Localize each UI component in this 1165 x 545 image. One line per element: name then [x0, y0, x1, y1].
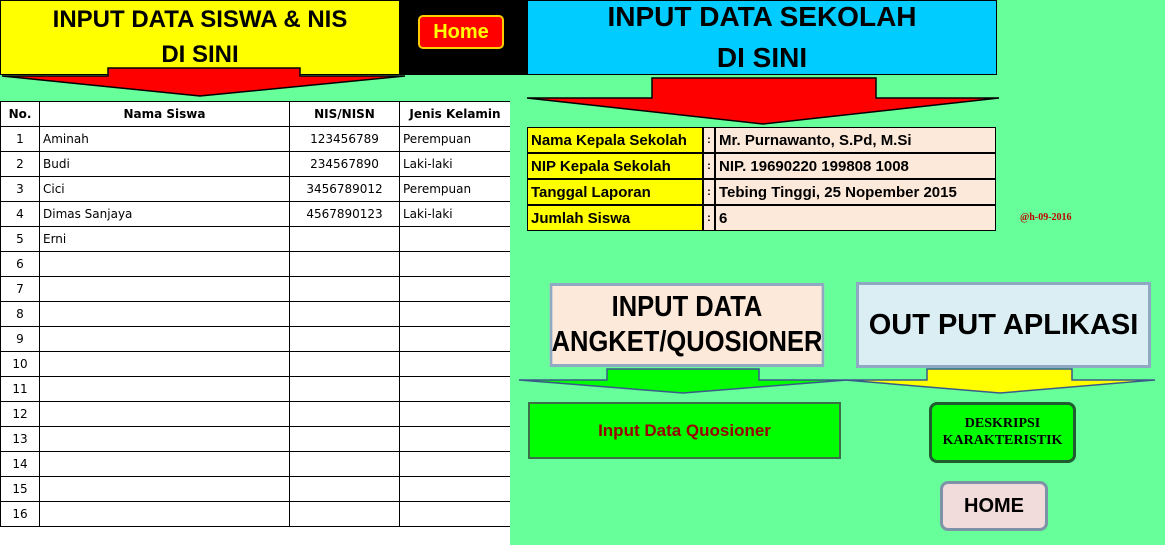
- cell-no: 15: [1, 477, 40, 502]
- table-row: [1, 477, 511, 502]
- cell-nis[interactable]: 123456789: [290, 127, 400, 152]
- cell-nis[interactable]: [290, 377, 400, 402]
- column-header-nis: NIS/NISN: [290, 102, 400, 127]
- table-row: [1, 427, 511, 452]
- cell-jenis-kelamin[interactable]: [400, 352, 511, 377]
- column-header-jenis-kelamin: Jenis Kelamin: [400, 102, 511, 127]
- cell-jenis-kelamin[interactable]: [400, 452, 511, 477]
- table-row: [1, 302, 511, 327]
- cell-nama[interactable]: [40, 402, 290, 427]
- cell-no: 3: [1, 177, 40, 202]
- cell-nis[interactable]: [290, 502, 400, 527]
- cell-nama[interactable]: [40, 302, 290, 327]
- cell-nis[interactable]: 3456789012: [290, 177, 400, 202]
- cell-nama[interactable]: [40, 502, 290, 527]
- cell-no: 8: [1, 302, 40, 327]
- cell-jenis-kelamin[interactable]: Perempuan: [400, 177, 511, 202]
- table-row: [1, 152, 511, 177]
- cell-jenis-kelamin[interactable]: [400, 227, 511, 252]
- school-row-kepala: [527, 127, 996, 153]
- cell-no: 11: [1, 377, 40, 402]
- left-banner-title: INPUT DATA SISWA & NIS DI SINI: [0, 0, 400, 75]
- school-row-tanggal: [527, 179, 996, 205]
- table-row: [1, 202, 511, 227]
- output-aplikasi-button[interactable]: OUT PUT APLIKASI: [856, 282, 1151, 368]
- column-header-no: No.: [1, 102, 40, 127]
- cell-no: 6: [1, 252, 40, 277]
- cell-no: 5: [1, 227, 40, 252]
- cell-no: 16: [1, 502, 40, 527]
- cell-jenis-kelamin[interactable]: Laki-laki: [400, 202, 511, 227]
- cell-no: 1: [1, 127, 40, 152]
- cell-nis[interactable]: [290, 352, 400, 377]
- cell-nis[interactable]: [290, 327, 400, 352]
- cell-nis[interactable]: 234567890: [290, 152, 400, 177]
- down-arrow-icon: [0, 68, 410, 98]
- student-table-container: [0, 101, 510, 545]
- cell-nama[interactable]: Aminah: [40, 127, 290, 152]
- cell-nama[interactable]: Cici: [40, 177, 290, 202]
- school-row-nip: [527, 153, 996, 179]
- cell-jenis-kelamin[interactable]: [400, 502, 511, 527]
- school-value-kepala[interactable]: Mr. Purnawanto, S.Pd, M.Si: [715, 127, 996, 153]
- input-angket-button[interactable]: INPUT DATA ANGKET/QUOSIONER: [550, 283, 825, 367]
- cell-jenis-kelamin[interactable]: [400, 252, 511, 277]
- school-colon: :: [703, 179, 715, 205]
- school-info-table: [527, 127, 996, 231]
- table-header-row: [1, 102, 511, 127]
- school-value-tanggal[interactable]: Tebing Tinggi, 25 Nopember 2015: [715, 179, 996, 205]
- school-colon: :: [703, 205, 715, 231]
- cell-nis[interactable]: [290, 452, 400, 477]
- school-label: Nama Kepala Sekolah: [527, 127, 703, 153]
- cell-jenis-kelamin[interactable]: [400, 327, 511, 352]
- student-table: [0, 101, 510, 527]
- table-row: [1, 252, 511, 277]
- table-row: [1, 352, 511, 377]
- school-row-jumlah: [527, 205, 996, 231]
- school-colon: :: [703, 127, 715, 153]
- right-banner-title: INPUT DATA SEKOLAH DI SINI: [527, 0, 997, 75]
- cell-jenis-kelamin[interactable]: [400, 377, 511, 402]
- cell-nis[interactable]: [290, 227, 400, 252]
- cell-nama[interactable]: [40, 352, 290, 377]
- school-value-nip[interactable]: NIP. 19690220 199808 1008: [715, 153, 996, 179]
- cell-no: 12: [1, 402, 40, 427]
- cell-no: 7: [1, 277, 40, 302]
- cell-no: 14: [1, 452, 40, 477]
- cell-nama[interactable]: Dimas Sanjaya: [40, 202, 290, 227]
- table-row: [1, 502, 511, 527]
- cell-nama[interactable]: [40, 252, 290, 277]
- cell-nama[interactable]: [40, 477, 290, 502]
- cell-nis[interactable]: [290, 402, 400, 427]
- cell-nis[interactable]: [290, 252, 400, 277]
- table-row: [1, 227, 511, 252]
- cell-nama[interactable]: Budi: [40, 152, 290, 177]
- school-label: Tanggal Laporan: [527, 179, 703, 205]
- table-row: [1, 402, 511, 427]
- cell-jenis-kelamin[interactable]: Laki-laki: [400, 152, 511, 177]
- cell-nama[interactable]: [40, 377, 290, 402]
- cell-jenis-kelamin[interactable]: [400, 402, 511, 427]
- school-value-jumlah: 6: [715, 205, 996, 231]
- table-row: [1, 377, 511, 402]
- cell-nis[interactable]: [290, 277, 400, 302]
- table-row: [1, 452, 511, 477]
- table-row: [1, 327, 511, 352]
- column-header-nama: Nama Siswa: [40, 102, 290, 127]
- cell-no: 9: [1, 327, 40, 352]
- cell-jenis-kelamin[interactable]: Perempuan: [400, 127, 511, 152]
- cell-nis[interactable]: [290, 427, 400, 452]
- cell-nis[interactable]: [290, 302, 400, 327]
- table-row: [1, 127, 511, 152]
- cell-no: 10: [1, 352, 40, 377]
- home-top-button[interactable]: Home: [418, 15, 504, 49]
- down-arrow-icon: [845, 368, 1157, 394]
- school-label: Jumlah Siswa: [527, 205, 703, 231]
- cell-no: 13: [1, 427, 40, 452]
- cell-jenis-kelamin[interactable]: [400, 477, 511, 502]
- table-row: [1, 277, 511, 302]
- cell-jenis-kelamin[interactable]: [400, 427, 511, 452]
- school-colon: :: [703, 153, 715, 179]
- cell-nama[interactable]: Erni: [40, 227, 290, 252]
- cell-nama[interactable]: [40, 277, 290, 302]
- cell-no: 2: [1, 152, 40, 177]
- home-button[interactable]: HOME: [940, 481, 1048, 531]
- cell-nama[interactable]: [40, 327, 290, 352]
- cell-nama[interactable]: [40, 452, 290, 477]
- cell-jenis-kelamin[interactable]: [400, 277, 511, 302]
- cell-nama[interactable]: [40, 427, 290, 452]
- cell-jenis-kelamin[interactable]: [400, 302, 511, 327]
- cell-nis[interactable]: [290, 477, 400, 502]
- credit-text: @h-09-2016: [1020, 212, 1072, 223]
- cell-no: 4: [1, 202, 40, 227]
- school-label: NIP Kepala Sekolah: [527, 153, 703, 179]
- input-data-quosioner-button[interactable]: Input Data Quosioner: [528, 402, 841, 459]
- down-arrow-icon: [527, 76, 1002, 126]
- cell-nis[interactable]: 4567890123: [290, 202, 400, 227]
- deskripsi-karakteristik-button[interactable]: DESKRIPSI KARAKTERISTIK: [929, 402, 1076, 463]
- table-row: [1, 177, 511, 202]
- down-arrow-icon: [519, 368, 849, 394]
